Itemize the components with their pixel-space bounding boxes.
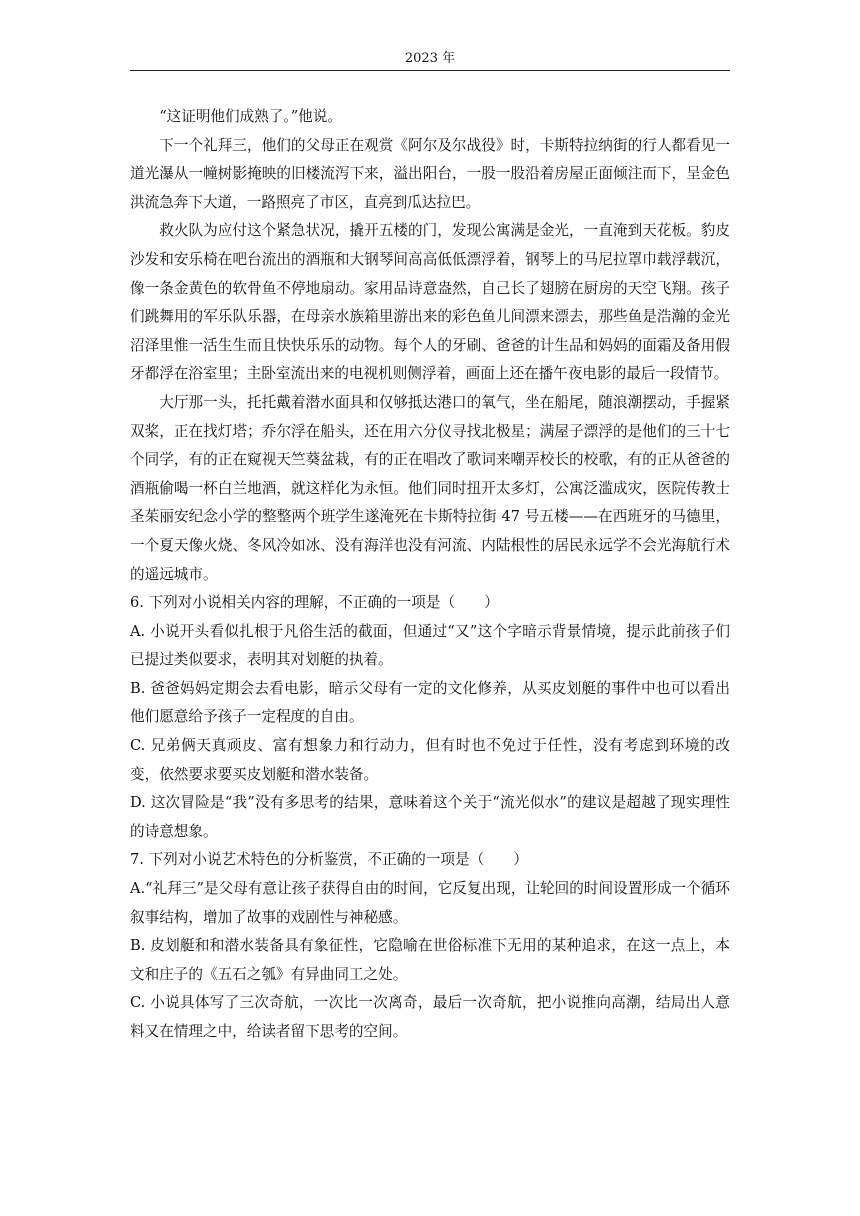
question-6-option-b: B. 爸爸妈妈定期会去看电影，暗示父母有一定的文化修养，从买皮划艇的事件中也可以看出他们愿意给予孩子一定程度的自由。 bbox=[130, 679, 730, 726]
passage-paragraph-4: 大厅那一头，托托戴着潜水面具和仅够抵达港口的氧气，坐在船尾，随浪潮摆动，手握紧双桨，正在找灯塔；乔尔浮在船头，还在用六分仪寻找北极星；满屋子漂浮的是他们的三十七个同学，有的正在窥视天竺葵盆栽，有的正在唱改了歌词来嘲弄校长的校歌，有的正从爸爸的酒瓶偷喝一杯白兰地酒，就这样化为永恒。他们同时扭开太多灯，公寓泛滥成灾，医院传教士圣茱丽安纪念小学的整整两个班学生遂淹死在卡斯特拉街 47 号五楼——在西班牙的马德里，一个夏天像火烧、冬风冷如冰、没有海洋也没有河流、内陆根性的居民永远学不会光海航行术的遥远城市。 bbox=[130, 393, 730, 583]
question-6-option-a: A. 小说开头看似扎根于凡俗生活的截面，但通过“又”这个字暗示背景情境，提示此前孩子们已提过类似要求，表明其对划艇的执着。 bbox=[130, 622, 730, 669]
question-6 bbox=[130, 589, 730, 846]
question-7-option-b: B. 皮划艇和和潜水装备具有象征性，它隐喻在世俗标准下无用的某种追求，在这一点上，本文和庄子的《五石之瓠》有异曲同工之处。 bbox=[130, 937, 730, 983]
question-7-stem: 7. 下列对小说艺术特色的分析鉴赏，不正确的一项是（ ） bbox=[130, 851, 529, 869]
page-header bbox=[130, 50, 730, 71]
passage-paragraph-2: 下一个礼拜三，他们的父母正在观赏《阿尔及尔战役》时，卡斯特拉纳街的行人都看见一道光瀑从一幢树影掩映的旧楼流泻下来，溢出阳台，一股一股沿着房屋正面倾注而下，呈金色洪流急奔下大道，一路照亮了市区，直亮到瓜达拉巴。 bbox=[130, 136, 730, 211]
question-7-option-c: C. 小说具体写了三次奇航，一次比一次离奇，最后一次奇航，把小说推向高潮，结局出人意料又在情理之中，给读者留下思考的空间。 bbox=[130, 994, 730, 1040]
passage-paragraph-3: 救火队为应付这个紧急状况，撬开五楼的门，发现公寓满是金光，一直淹到天花板。豹皮沙发和安乐椅在吧台流出的酒瓶和大钢琴间高高低低漂浮着，钢琴上的马尼拉罩巾载浮载沉，像一条金黄色的软骨鱼不停地扇动。家用品诗意盎然，自己长了翅膀在厨房的天空飞翔。孩子们跳舞用的军乐队乐器，在母亲水族箱里游出来的彩色鱼儿间漂来漂去，那些鱼是浩瀚的金光沼泽里惟一活生生而且快快乐乐的动物。每个人的牙刷、爸爸的计生品和妈妈的面霜及备用假牙都浮在浴室里；主卧室流出来的电视机则侧浮着，画面上还在播午夜电影的最后一段情节。 bbox=[130, 222, 730, 383]
question-7-option-a: A.“礼拜三”是父母有意让孩子获得自由的时间，它反复出现，让轮回的时间设置形成一个循环叙事结构，增加了故事的戏剧性与神秘感。 bbox=[130, 880, 730, 926]
question-7 bbox=[130, 846, 730, 1046]
question-6-stem: 6. 下列对小说相关内容的理解，不正确的一项是（ ） bbox=[130, 594, 499, 612]
question-6-option-d: D. 这次冒险是“我”没有多思考的结果，意味着这个关于“流光似水”的建议是超越了现实理性的诗意想象。 bbox=[130, 794, 730, 840]
passage-paragraph-1: “这证明他们成熟了。”他说。 bbox=[159, 108, 342, 125]
header-year: 2023 年 bbox=[404, 51, 456, 66]
question-6-option-c: C. 兄弟俩天真顽皮、富有想象力和行动力，但有时也不免过于任性，没有考虑到环境的改变，依然要求要买皮划艇和潜水装备。 bbox=[130, 737, 730, 783]
page-content bbox=[130, 103, 730, 1047]
